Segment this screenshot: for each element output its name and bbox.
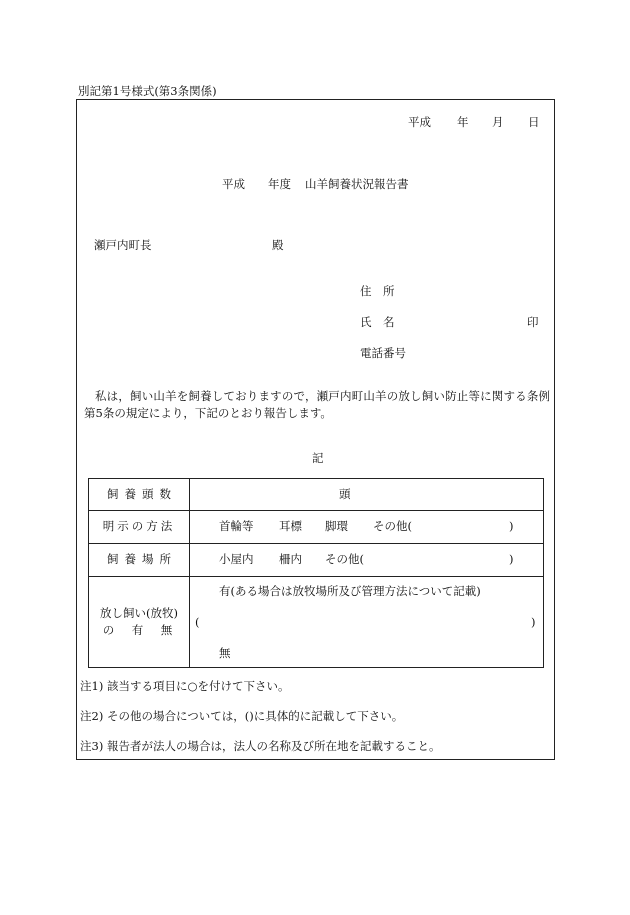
free-range-label-line1: 放し飼い(放牧)	[100, 606, 178, 621]
date-year-unit: 年	[457, 115, 469, 129]
table-row-head-count	[89, 479, 189, 510]
seal-mark: 印	[527, 315, 539, 329]
address-label: 住 所	[360, 284, 395, 298]
date-day-unit: 日	[528, 115, 540, 129]
free-range-yes: 有(ある場合は放牧場所及び管理方法について記載)	[219, 584, 481, 598]
location-option-shed: 小屋内	[219, 552, 254, 566]
date-era: 平成	[408, 115, 431, 129]
addressee-honorific: 殿	[272, 238, 284, 252]
form-label: 別記第1号様式(第3条関係)	[78, 84, 217, 98]
page-title: 山羊飼養状況報告書	[305, 177, 409, 191]
marking-option-legband: 脚環	[325, 519, 348, 533]
detail-table	[88, 478, 544, 668]
location-option-other: その他(	[325, 552, 364, 566]
location-label: 飼養場所	[107, 552, 177, 567]
marking-label: 明示の方法	[102, 519, 176, 534]
date-month-unit: 月	[492, 115, 504, 129]
marking-option-other: その他(	[373, 519, 412, 533]
table-column-divider	[189, 479, 190, 667]
location-close-paren: )	[509, 552, 514, 566]
free-range-open-paren: (	[195, 615, 200, 629]
note-2: 注2) その他の場合については，()に具体的に記載して下さい。	[80, 709, 404, 723]
table-row-location	[89, 543, 189, 576]
title-fiscal-year: 年度	[268, 177, 291, 191]
free-range-label-line2: の 有 無	[102, 623, 176, 637]
body-paragraph: 私は，飼い山羊を飼養しておりますので，瀬戸内町山羊の放し飼い防止等に関する条例第5条の規定により，下記のとおり報告します。	[84, 389, 550, 420]
head-count-unit: 頭	[339, 487, 351, 501]
phone-label: 電話番号	[360, 346, 406, 360]
free-range-no: 無	[219, 646, 231, 660]
ki-heading: 記	[312, 451, 324, 465]
title-era: 平成	[222, 177, 245, 191]
addressee-name: 瀬戸内町長	[94, 238, 152, 252]
location-option-fence: 柵内	[279, 552, 302, 566]
marking-close-paren: )	[509, 519, 514, 533]
table-row-free-range	[89, 576, 189, 668]
note-3: 注3) 報告者が法人の場合は，法人の名称及び所在地を記載すること。	[80, 739, 441, 753]
head-count-label: 飼養頭数	[107, 487, 177, 502]
free-range-close-paren: )	[531, 615, 536, 629]
marking-option-eartag: 耳標	[279, 519, 302, 533]
name-label: 氏 名	[360, 315, 395, 329]
note-1: 注1) 該当する項目に○を付けて下さい。	[80, 679, 290, 693]
marking-option-collar: 首輪等	[219, 519, 254, 533]
table-row-marking	[89, 510, 189, 543]
